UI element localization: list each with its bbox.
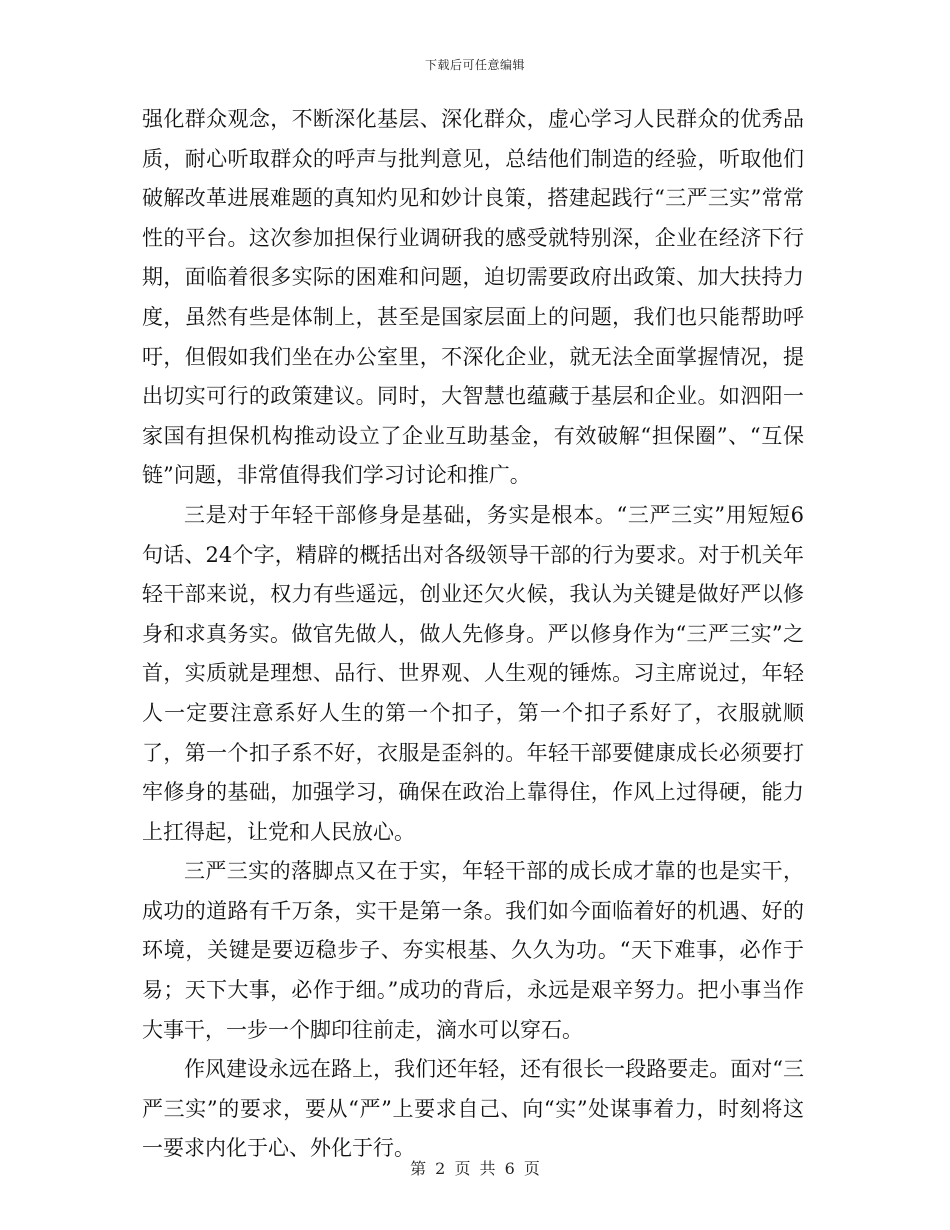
paragraph-4: 作风建设永远在路上，我们还年轻，还有很长一段路要走。面对“三严三实”的要求，要从“严”上要求自己、向“实”处谋事着力，时刻将这一要求内化于心、外化于行。 [142, 1057, 804, 1161]
paragraph-1: 强化群众观念，不断深化基层、深化群众，虚心学习人民群众的优秀品质，耐心听取群众的呼声与批判意见，总结他们制造的经验，听取他们破解改革进展难题的真知灼见和妙计良策，搭建起践行“三严三实”常常性的平台。这次参加担保行业调研我的感受就特别深，企业在经济下行期，面临着很多实际的困难和问题，迫切需要政府出政策、加大扶持力度，虽然有些是体制上，甚至是国家层面上的问题，我们也只能帮助呼吁，但假如我们坐在办公室里，不深化企业，就无法全面掌握情况，提出切实可行的政策建议。同时，大智慧也蕴藏于基层和企业。如泗阳一家国有担保机构推动设立了企业互助基金，有效破解“担保圈”、“互保链”问题，非常值得我们学习讨论和推广。 [142, 107, 804, 488]
paragraph-3: 三严三实的落脚点又在于实，年轻干部的成长成才靠的也是实干，成功的道路有千万条，实干是第一条。我们如今面临着好的机遇、好的环境，关键是要迈稳步子、夯实根基、久久为功。“天下难事，必作于易；天下大事，必作于细。”成功的背后，永远是艰辛努力。把小事当作大事干，一步一个脚印往前走，滴水可以穿石。 [142, 859, 804, 1042]
page-header: 下载后可任意编辑 [424, 58, 525, 72]
page-footer: 第 2 页 共 6 页 [410, 1159, 540, 1178]
paragraph-2: 三是对于年轻干部修身是基础，务实是根本。“三严三实”用短短6句话、24个字，精辟的概括出对各级领导干部的行为要求。对于机关年轻干部来说，权力有些遥远，创业还欠火候，我认为关键是做好严以修身和求真务实。做官先做人，做人先修身。严以修身作为“三严三实”之首，实质就是理想、品行、世界观、人生观的锤炼。习主席说过，年轻人一定要注意系好人生的第一个扣子，第一个扣子系好了，衣服就顺了，第一个扣子系不好，衣服是歪斜的。年轻干部要健康成长必须要打牢修身的基础，加强学习，确保在政治上靠得住，作风上过得硬，能力上扛得起，让党和人民放心。 [142, 502, 804, 844]
document-body [142, 100, 804, 1169]
